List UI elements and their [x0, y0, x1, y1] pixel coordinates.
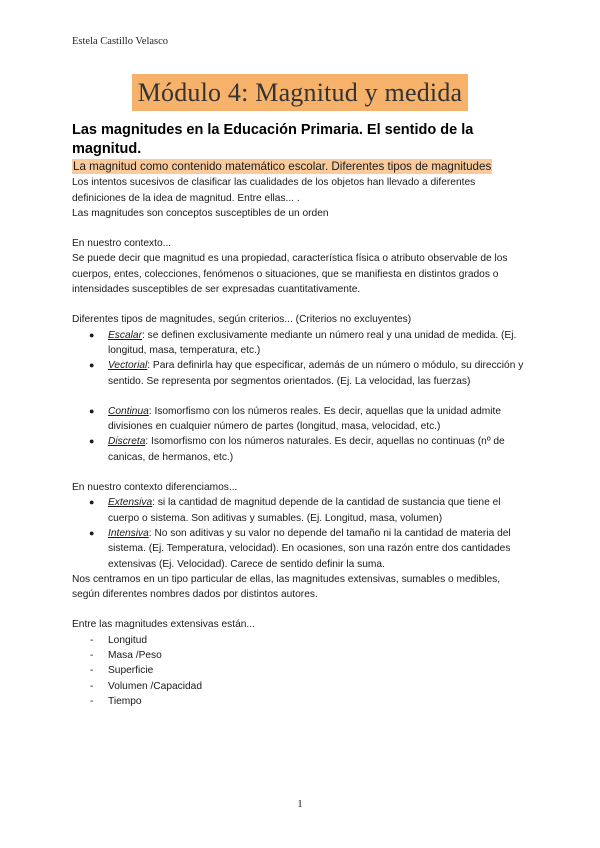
types-label: Diferentes tipos de magnitudes, según criterios... (Criterios no excluyentes)	[72, 314, 412, 326]
term-description: : No son aditivas y su valor no depende del tamaño ni la cantidad de materia del sistema. (Ej. Temperatura, velocidad). En ocasiones, son una razón entre dos cantidades extensivas (Ej. Velocidad). Carece de sentido definir la suma.	[108, 527, 511, 570]
bullet-icon: ●	[89, 497, 95, 508]
term: Discreta	[108, 436, 146, 448]
list-item	[72, 358, 524, 389]
term-description: : Isomorfismo con los números naturales. Es decir, aquellas no continuas (nº de canicas, de hermanos, etc.)	[108, 436, 505, 463]
page-title: Módulo 4: Magnitud y medida	[132, 74, 469, 111]
bullet-icon: ●	[89, 329, 95, 340]
intro-paragraph: Los intentos sucesivos de clasificar las cualidades de los objetos han llevado a diferentes definiciones de la idea de magnitud. Entre ellas... .	[72, 177, 476, 204]
dash-icon: -	[90, 634, 94, 646]
extensive-list	[72, 633, 524, 709]
list-item	[72, 648, 524, 663]
list-item	[72, 679, 524, 694]
bullet-icon: ●	[89, 527, 95, 538]
title-container	[0, 74, 600, 111]
highlighted-subheading: La magnitud como contenido matemático escolar. Diferentes tipos de magnitudes	[73, 160, 492, 173]
types-list-2	[72, 404, 524, 465]
list-item	[72, 633, 524, 648]
types-list	[72, 328, 524, 389]
list-item-text: Volumen /Capacidad	[108, 680, 203, 692]
dash-icon: -	[90, 695, 94, 707]
context-label: En nuestro contexto...	[72, 238, 172, 250]
list-item	[72, 495, 524, 526]
list-item	[72, 526, 524, 572]
term-description: : si la cantidad de magnitud depende de la cantidad de sustancia que tiene el cuerpo o sistema. Son aditivas y sumables. (Ej. Longitud, masa, volumen)	[108, 497, 501, 524]
term-description: : Para definirla hay que especificar, además de un número o módulo, su dirección y sentido. Se representa por segmentos orientados. (Ej. La velocidad, las fuerzas)	[108, 360, 524, 387]
diff-label: En nuestro contexto diferenciamos...	[72, 482, 238, 494]
document-body	[72, 121, 524, 709]
author-name: Estela Castillo Velasco	[72, 36, 169, 47]
term: Vectorial	[108, 360, 148, 372]
list-item	[72, 404, 524, 435]
list-item-text: Masa /Peso	[108, 650, 162, 662]
dash-icon: -	[90, 680, 94, 692]
term: Intensiva	[108, 527, 149, 539]
focus-paragraph: Nos centramos en un tipo particular de ellas, las magnitudes extensivas, sumables o medibles, según diferentes nombres dados por distintos autores.	[72, 573, 501, 601]
list-item-text: Longitud	[108, 634, 148, 646]
term: Escalar	[108, 329, 142, 341]
list-item	[72, 434, 524, 465]
list-item-text: Superficie	[108, 665, 154, 677]
list-item	[72, 663, 524, 678]
list-item	[72, 694, 524, 709]
bullet-icon: ●	[89, 360, 95, 371]
diff-list	[72, 495, 524, 571]
term: Continua	[108, 405, 149, 417]
extensive-label: Entre las magnitudes extensivas están...	[72, 619, 255, 631]
term-description: : Isomorfismo con los números reales. Es decir, aquellas que la unidad admite divisiones en cualquier número de partes (longitud, masa, velocidad, etc.)	[108, 405, 501, 433]
page-number: 1	[297, 798, 303, 810]
list-item-text: Tiempo	[108, 695, 142, 707]
intro-paragraph-2: Las magnitudes son conceptos susceptibles de un orden	[72, 207, 329, 219]
term-description: : se definen exclusivamente mediante un número real y una unidad de medida. (Ej. longitud, masa, temperatura, etc.)	[108, 329, 517, 356]
list-item	[72, 328, 524, 359]
dash-icon: -	[90, 665, 94, 677]
dash-icon: -	[90, 650, 94, 662]
term: Extensiva	[108, 497, 153, 509]
bullet-icon: ●	[89, 405, 95, 416]
context-paragraph: Se puede decir que magnitud es una propiedad, característica física o atributo observable de los cuerpos, entes, colecciones, fenómenos o situaciones, que se manifiesta en distintos grados o intensidades susceptibles de ser expresadas cuantitativamente.	[72, 253, 508, 296]
section-heading: Las magnitudes en la Educación Primaria. El sentido de la magnitud.	[72, 122, 474, 157]
bullet-icon: ●	[89, 436, 95, 447]
